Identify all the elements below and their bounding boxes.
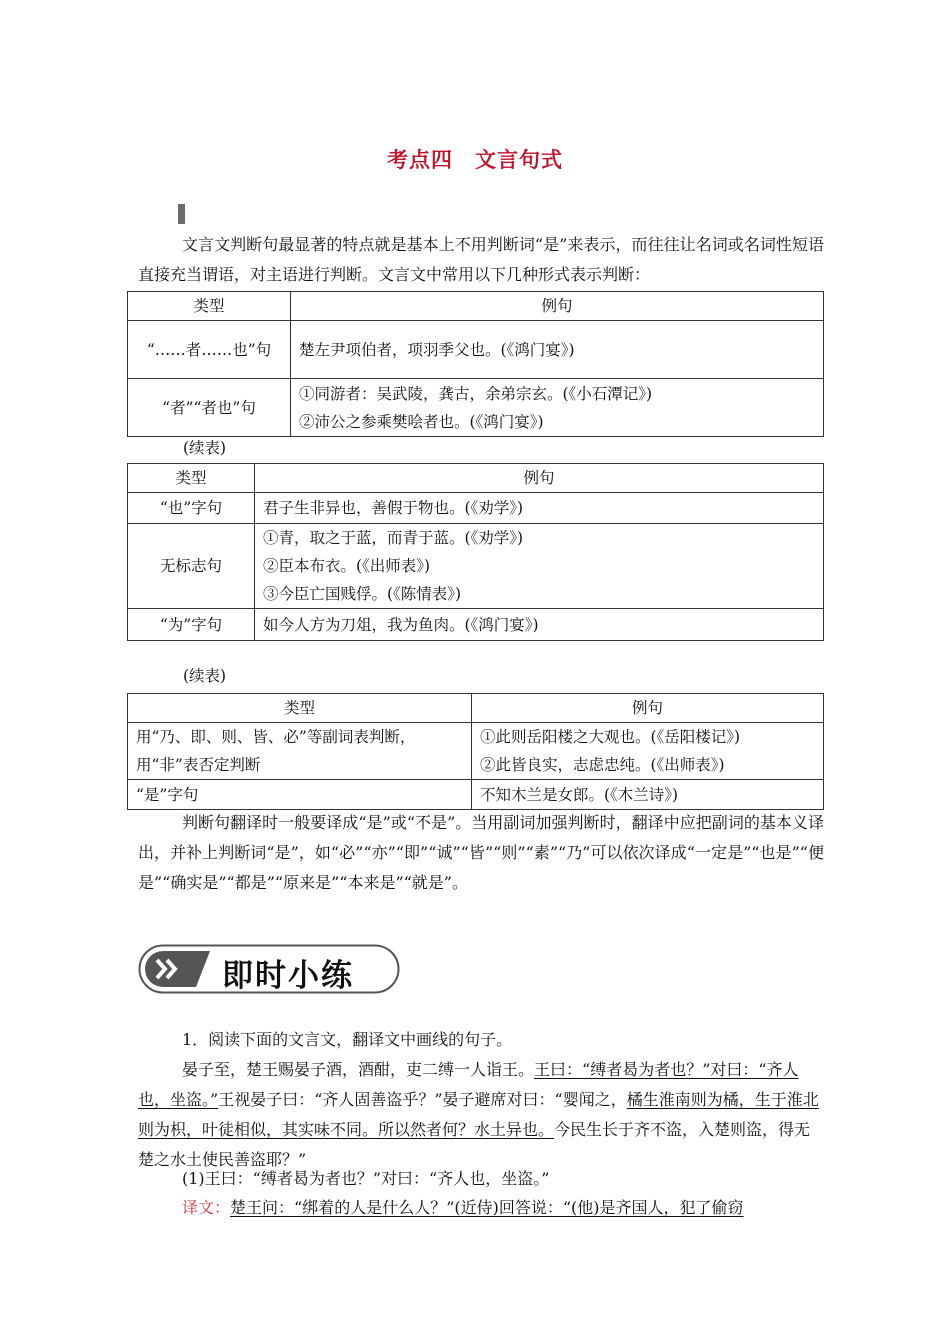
table3-row1-type-line1: 用“乃、即、则、皆、必”等副词表判断， [136,728,416,746]
table3-header-example: 例句 [472,694,824,723]
title-part-b: 文言句式 [475,147,563,172]
table3-header-type: 类型 [128,694,472,723]
table3-row2-type: “是”字句 [128,780,472,810]
section-marker [178,204,185,224]
table1-row1-type: “……者……也”句 [128,321,291,379]
table2-row2-example-1: ①青，取之于蓝，而青于蓝。(《劝学》) [263,529,524,547]
title-part-a: 考点四 [387,147,453,172]
translation-note: 判断句翻译时一般要译成“是”或“不是”。当用副词加强判断时，翻译中应把副词的基本义译出，并补上判断词“是”，如“必”“亦”“即”“诚”“皆”“则”“素”“乃”可以依次译成“一定是”“也是”“便是”“确实是”“都是”“原来是”“本来是”“就是”。 [138,813,824,892]
passage-underline-1: 王曰：“缚者曷为者也？”对曰：“齐人也，坐盗。” [138,1060,799,1109]
continued-label-1: (续表) [183,439,227,457]
page-title [0,144,950,174]
table3-row1-type [128,723,472,780]
table1-row2-example-1: ①同游者：吴武陵，龚古，余弟宗玄。(《小石潭记》) [299,384,653,403]
table1-row2-type: “者”“者也”句 [128,379,291,437]
table2-row1-example: 君子生非异也，善假于物也。(《劝学》) [255,493,824,524]
judgment-table-3 [127,693,824,810]
sub-question-1: (1)王曰：“缚者曷为者也？”对曰：“齐人也，坐盗。” [182,1169,550,1188]
table3-row1-example-2: ②此皆良实，志虑忠纯。(《出师表》) [480,756,725,774]
table1-row2-example-2: ②沛公之参乘樊哙者也。(《鸿门宴》) [299,412,544,431]
table3-row1-example-1: ①此则岳阳楼之大观也。(《岳阳楼记》) [480,728,741,746]
practice-banner [138,944,400,994]
translation-label: 译文： [182,1198,231,1217]
passage-underline-2: 橘生淮南则为橘，生于淮北则为枳，叶徒相似，其实味不同。所以然者何？水土异也。 [138,1090,819,1139]
passage-text-3: 今民生长于齐不盗，入楚则盗，得无楚之水土使民善盗耶？” [138,1120,811,1169]
table2-row3-example: 如今人方为刀俎，我为鱼肉。(《鸿门宴》) [255,609,824,641]
table1-header-type: 类型 [128,292,291,321]
table1-row2-example [291,379,824,437]
translation-text: 楚王问：“绑着的人是什么人？”(近侍)回答说：“(他)是齐国人，犯了偷窃 [230,1198,744,1217]
table2-row2-example-2: ②臣本布衣。(《出师表》) [263,557,431,575]
passage-text-1: 晏子至，楚王赐晏子酒，酒酣，吏二缚一人诣王。 [182,1060,535,1079]
judgment-table-1 [127,291,824,437]
translation-answer [138,1193,824,1223]
table2-row2-example-3: ③今臣亡国贱俘。(《陈情表》) [263,585,462,603]
table2-row1-type: “也”字句 [128,493,255,524]
table3-row1-example [472,723,824,780]
table2-row2-example [255,524,824,609]
table1-header-example: 例句 [291,292,824,321]
intro-paragraph: 文言文判断句最显著的特点就是基本上不用判断词“是”来表示，而往往让名词或名词性短语直接充当谓语，对主语进行判断。文言文中常用以下几种形式表示判断： [138,235,824,284]
table2-header-type: 类型 [128,464,255,493]
table3-row2-example: 不知木兰是女郎。(《木兰诗》) [472,780,824,810]
table2-row3-type: “为”字句 [128,609,255,641]
table2-row2-type: 无标志句 [128,524,255,609]
practice-banner-text: 即时小练 [222,958,354,994]
table2-header-example: 例句 [255,464,824,493]
question-1: 1．阅读下面的文言文，翻译文中画线的句子。 [182,1030,513,1049]
judgment-table-2 [127,463,824,641]
table3-row1-type-line2: 用“非”表否定判断 [136,756,261,774]
passage [138,1055,824,1175]
passage-text-2: 王视晏子曰：“齐人固善盗乎？”晏子避席对曰：“婴闻之， [218,1090,627,1109]
continued-label-2: (续表) [183,667,227,685]
table1-row1-example: 楚左尹项伯者，项羽季父也。(《鸿门宴》) [291,321,824,379]
